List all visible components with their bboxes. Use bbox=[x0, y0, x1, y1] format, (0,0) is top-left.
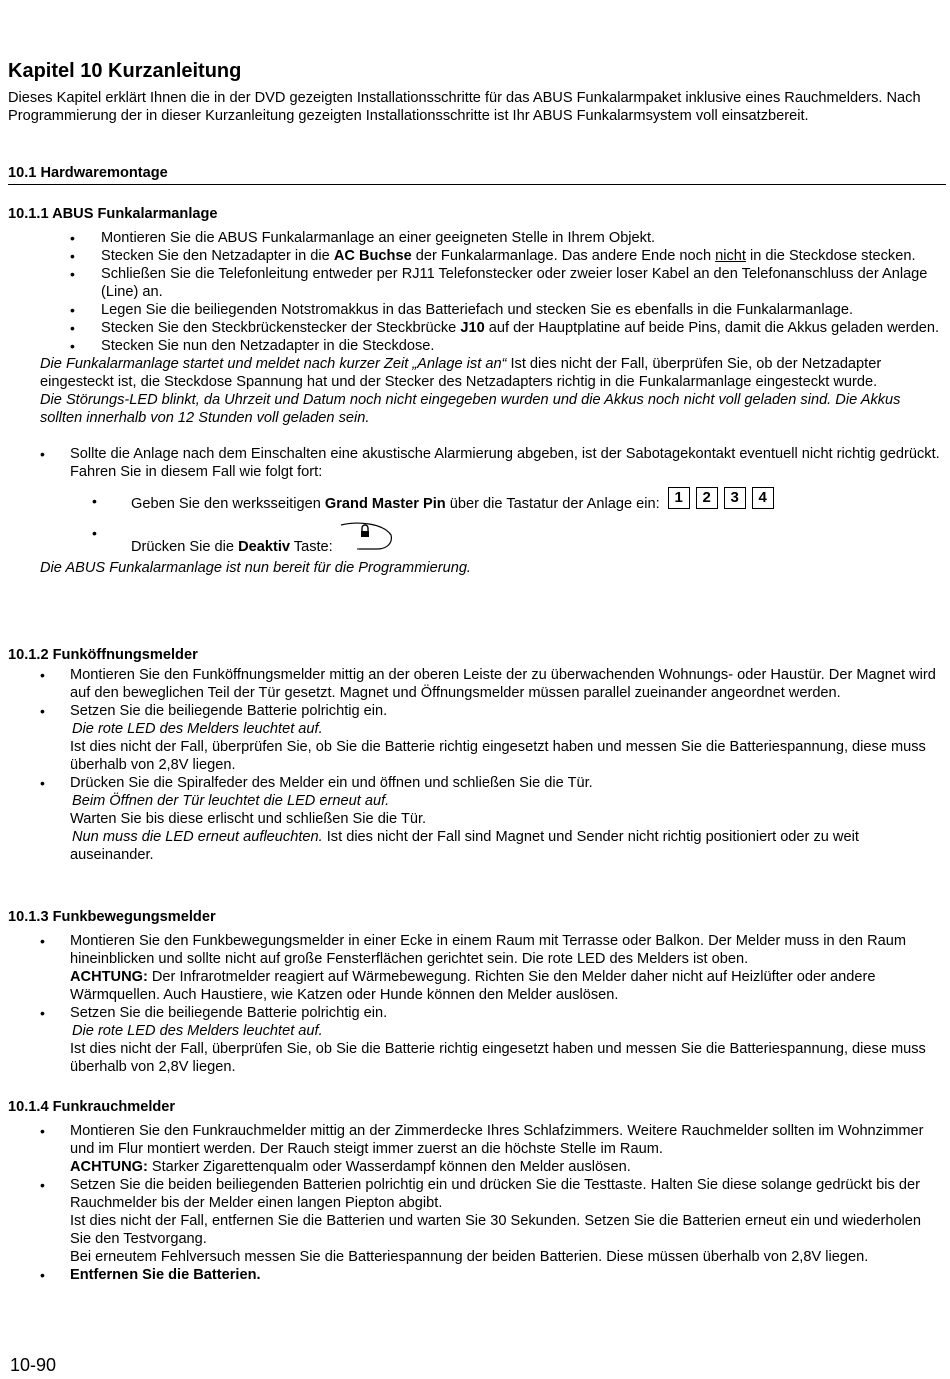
list-item: • Drücken Sie die Spiralfeder des Melder ein und öffnen und schließen Sie die Tür. Beim Öffnen der Tür leuchtet die LED erneut auf. Warten Sie bis diese erlischt und schließen Sie die Tür. Nun muss die LED erneut aufleuchten. Ist dies nicht der Fall sind Magnet und Sender nicht richtig positioniert oder zu weit auseinander. bbox=[8, 774, 942, 864]
list-item: • Stecken Sie den Steckbrückenstecker der Steckbrücke J10 auf der Hauptplatine auf beide Pins, damit die Akkus geladen werden. bbox=[8, 319, 942, 337]
list-item: • Montieren Sie die ABUS Funkalarmanlage an einer geeigneten Stelle in Ihrem Objekt. bbox=[8, 229, 942, 247]
list-item: • Schließen Sie die Telefonleitung entweder per RJ11 Telefonstecker oder zweier loser Kabel an den Telefonanschluss der Anlage (Line) an. bbox=[8, 265, 942, 301]
list-item: • Geben Sie den werksseitigen Grand Master Pin über die Tastatur der Anlage ein: 1 2 3 4 bbox=[8, 487, 942, 515]
bullet-list bbox=[8, 229, 942, 355]
list-item: • Setzen Sie die beiliegende Batterie polrichtig ein. Die rote LED des Melders leuchtet auf. Ist dies nicht der Fall, überprüfen Sie, ob Sie die Batterie richtig eingesetzt haben und messen Sie die Batteriespannung, diese muss überhalb von 2,8V liegen. bbox=[8, 1004, 942, 1076]
section-10-1-2 bbox=[8, 646, 942, 864]
section-10-1-3 bbox=[8, 908, 942, 1076]
list-item: • Stecken Sie nun den Netzadapter in die Steckdose. bbox=[8, 337, 942, 355]
list-item: • Sollte die Anlage nach dem Einschalten eine akustische Alarmierung abgeben, ist der Sabotagekontakt eventuell nicht richtig gedrückt. Fahren Sie in diesem Fall wie folgt fort: bbox=[8, 445, 942, 481]
bullet-list bbox=[8, 1122, 942, 1284]
section-heading: 10.1.1 ABUS Funkalarmanlage bbox=[8, 206, 218, 222]
page-number: 10-90 bbox=[10, 1355, 57, 1375]
lock-icon bbox=[337, 519, 395, 553]
section-10-1 bbox=[8, 164, 946, 185]
deaktiv-key bbox=[337, 519, 395, 563]
list-item: • Legen Sie die beiliegenden Notstromakkus in das Batteriefach und stecken Sie es ebenfalls in die Funkalarmanlage. bbox=[8, 301, 942, 319]
key-3: 3 bbox=[724, 487, 746, 509]
section-10-1-1 bbox=[8, 205, 942, 577]
bullet-list bbox=[8, 932, 942, 1076]
list-item: • Setzen Sie die beiliegende Batterie polrichtig ein. Die rote LED des Melders leuchtet auf. Ist dies nicht der Fall, überprüfen Sie, ob Sie die Batterie richtig eingesetzt haben und messen Sie die Batteriespannung, diese muss überhalb von 2,8V liegen. bbox=[8, 702, 942, 774]
bullet-list bbox=[8, 666, 942, 864]
list-item: • Drücken Sie die Deaktiv Taste: bbox=[8, 519, 942, 547]
list-item: • Stecken Sie den Netzadapter in die AC Buchse der Funkalarmanlage. Das andere Ende noch nicht in die Steckdose stecken. bbox=[8, 247, 942, 265]
intro-paragraph: Dieses Kapitel erklärt Ihnen die in der DVD gezeigten Installationsschritte für das ABUS Funkalarmpaket inklusive eines Rauchmelders. Nach Programmierung der in dieser Kurzanleitung gezeigten Installationsschritte ist Ihr ABUS Funkalarmsystem voll einsatzbereit. bbox=[8, 90, 921, 124]
section-heading: 10.1.4 Funkrauchmelder bbox=[8, 1099, 176, 1115]
section-heading: 10.1.3 Funkbewegungsmelder bbox=[8, 909, 216, 925]
list-item: • Montieren Sie den Funköffnungsmelder mittig an der oberen Leiste der zu überwachenden Wohnungs- oder Haustür. Der Magnet wird auf den beweglichen Teil der Tür gesetzt. Magnet und Öffnungsmelder müssen parallel zueinander angeordnet werden. bbox=[8, 666, 942, 702]
key-2: 2 bbox=[696, 487, 718, 509]
pin-keys bbox=[668, 487, 780, 510]
status-paragraph: Die Störungs-LED blinkt, da Uhrzeit und Datum noch nicht eingegeben wurden und die Akkus noch nicht voll geladen sind. Die Akkus sollten innerhalb von 12 Stunden voll geladen sein. bbox=[40, 392, 901, 426]
chapter-title: Kapitel 10 Kurzanleitung bbox=[8, 60, 242, 82]
section-10-1-4 bbox=[8, 1098, 942, 1284]
bullet-list bbox=[8, 445, 942, 481]
list-item: • Setzen Sie die beiden beiliegenden Batterien polrichtig ein und drücken Sie die Testtaste. Halten Sie diese solange gedrückt bis der Rauchmelder bis der Melder einen langen Piepton abgibt. Ist dies nicht der Fall, entfernen Sie die Batterien und warten Sie 30 Sekunden. Setzen Sie die Batterien erneut ein und wiederholen Sie den Testvorgang. Bei erneutem Fehlversuch messen Sie die Batteriespannung der beiden Batterien. Diese müssen überhalb von 2,8V liegen. bbox=[8, 1176, 942, 1266]
ready-note: Die ABUS Funkalarmanlage ist nun bereit für die Programmierung. bbox=[40, 560, 471, 576]
list-item: • Entfernen Sie die Batterien. bbox=[8, 1266, 942, 1284]
key-1: 1 bbox=[668, 487, 690, 509]
sub-bullet-list bbox=[8, 487, 942, 555]
key-4: 4 bbox=[752, 487, 774, 509]
section-heading: 10.1 Hardwaremontage bbox=[8, 164, 946, 185]
status-paragraph: Die Funkalarmanlage startet und meldet nach kurzer Zeit „Anlage ist an“ Ist dies nicht der Fall, überprüfen Sie, ob der Netzadapter eingesteckt ist, die Steckdose Spannung hat und der Stecker des Netzadapters richtig in die Funkalarmanlage eingesteckt wurde. bbox=[40, 356, 882, 390]
list-item: • Montieren Sie den Funkbewegungsmelder in einer Ecke in einem Raum mit Terrasse oder Balkon. Der Melder muss in den Raum hineinblicken und sollte nicht auf große Fensterflächen gerichtet sein. Die rote LED des Melders ist oben. ACHTUNG: Der Infrarotmelder reagiert auf Wärmebewegung. Richten Sie den Melder daher nicht auf Heizlüfter oder andere Wärmquellen. Auch Haustiere, wie Katzen oder Hunde können den Melder auslösen. bbox=[8, 932, 942, 1004]
section-heading: 10.1.2 Funköffnungsmelder bbox=[8, 647, 198, 663]
list-item: • Montieren Sie den Funkrauchmelder mittig an der Zimmerdecke Ihres Schlafzimmers. Weitere Rauchmelder sollten im Wohnzimmer und im Flur montiert werden. Der Rauch steigt immer zuerst an die höchste Stelle im Raum. ACHTUNG: Starker Zigarettenqualm oder Wasserdampf können den Melder auslösen. bbox=[8, 1122, 942, 1176]
